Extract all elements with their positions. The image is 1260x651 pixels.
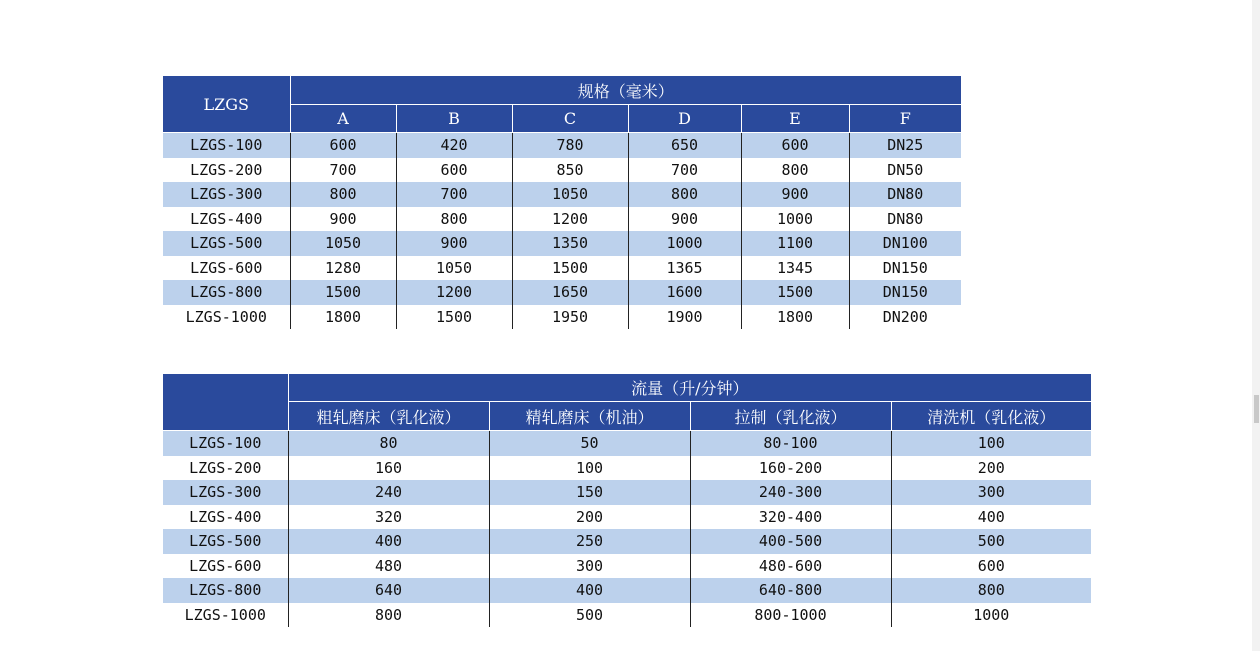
value-cell: 600 — [741, 133, 849, 158]
table-row — [163, 529, 1091, 554]
value-cell: 640 — [288, 578, 489, 603]
value-cell: 200 — [489, 505, 690, 530]
table-row — [163, 456, 1091, 481]
table-row — [163, 480, 1091, 505]
value-cell: 100 — [489, 456, 690, 481]
value-cell: 1050 — [396, 256, 512, 281]
table-row — [163, 158, 961, 183]
value-cell: 1200 — [512, 207, 628, 232]
value-cell: 1500 — [290, 280, 396, 305]
table-row — [163, 554, 1091, 579]
value-cell: 800 — [741, 158, 849, 183]
value-cell: 250 — [489, 529, 690, 554]
value-cell: 400 — [891, 505, 1091, 530]
model-cell: LZGS-400 — [190, 209, 263, 228]
value-cell: 160-200 — [690, 456, 891, 481]
value-cell: 1345 — [741, 256, 849, 281]
value-cell: 780 — [512, 133, 628, 158]
table-row — [163, 256, 961, 281]
value-cell: 1100 — [741, 231, 849, 256]
value-cell: 1500 — [741, 280, 849, 305]
value-cell: 800 — [288, 603, 489, 628]
column-header-washer: 清洗机（乳化液） — [891, 402, 1091, 431]
table-row — [163, 505, 1091, 530]
value-cell: 600 — [396, 158, 512, 183]
model-cell: LZGS-1000 — [184, 605, 266, 624]
value-cell: 500 — [489, 603, 690, 628]
table-row — [163, 305, 961, 330]
value-cell: DN200 — [849, 305, 961, 330]
column-header-fine-grinder: 精轧磨床（机油） — [489, 402, 690, 431]
value-cell: 900 — [628, 207, 741, 232]
value-cell: 300 — [891, 480, 1091, 505]
value-cell: 1280 — [290, 256, 396, 281]
value-cell: 150 — [489, 480, 690, 505]
value-cell: 500 — [891, 529, 1091, 554]
table-row — [163, 133, 961, 158]
value-cell: DN80 — [849, 182, 961, 207]
value-cell: 900 — [741, 182, 849, 207]
model-cell: LZGS-500 — [163, 231, 290, 256]
column-header-d: D — [628, 105, 741, 133]
column-header-e: E — [741, 105, 849, 133]
value-cell: 400 — [489, 578, 690, 603]
dimensions-group-header: 规格（毫米） — [290, 76, 961, 105]
model-cell: LZGS-800 — [163, 280, 290, 305]
value-cell: 240 — [288, 480, 489, 505]
column-header-f: F — [849, 105, 961, 133]
value-cell: 1650 — [512, 280, 628, 305]
value-cell: 80 — [288, 431, 489, 456]
table-row — [163, 280, 961, 305]
column-header-drawing: 拉制（乳化液） — [690, 402, 891, 431]
model-cell: LZGS-300 — [163, 182, 290, 207]
table-row — [163, 603, 1091, 628]
model-cell: LZGS-600 — [190, 258, 263, 277]
value-cell: 650 — [628, 133, 741, 158]
value-cell: 700 — [396, 182, 512, 207]
table-row — [163, 182, 961, 207]
value-cell: 1800 — [741, 305, 849, 330]
value-cell: 400 — [288, 529, 489, 554]
model-cell: LZGS-400 — [189, 507, 262, 526]
model-cell: LZGS-300 — [163, 480, 288, 505]
column-header-rough-grinder: 粗轧磨床（乳化液） — [288, 402, 489, 431]
value-cell: 850 — [512, 158, 628, 183]
flow-group-header: 流量（升/分钟） — [288, 374, 1091, 402]
value-cell: 1500 — [512, 256, 628, 281]
value-cell: 900 — [290, 207, 396, 232]
model-cell: LZGS-100 — [163, 133, 290, 158]
value-cell: 1900 — [628, 305, 741, 330]
model-cell: LZGS-100 — [163, 431, 288, 456]
value-cell: 320-400 — [690, 505, 891, 530]
value-cell: 1000 — [628, 231, 741, 256]
model-cell: LZGS-600 — [189, 556, 262, 575]
value-cell: 400-500 — [690, 529, 891, 554]
value-cell: 300 — [489, 554, 690, 579]
table-row — [163, 431, 1091, 456]
model-header — [163, 374, 288, 431]
value-cell: 1050 — [290, 231, 396, 256]
table-row — [163, 231, 961, 256]
model-cell: LZGS-200 — [189, 458, 262, 477]
value-cell: 800 — [891, 578, 1091, 603]
value-cell: 100 — [891, 431, 1091, 456]
value-cell: 1800 — [290, 305, 396, 330]
column-header-a: A — [290, 105, 396, 133]
value-cell: DN150 — [849, 280, 961, 305]
value-cell: 80-100 — [690, 431, 891, 456]
value-cell: 1950 — [512, 305, 628, 330]
value-cell: 800-1000 — [690, 603, 891, 628]
value-cell: 800 — [396, 207, 512, 232]
table-row — [163, 578, 1091, 603]
model-cell: LZGS-800 — [163, 578, 288, 603]
value-cell: 1365 — [628, 256, 741, 281]
model-cell: LZGS-200 — [190, 160, 263, 179]
value-cell: 480 — [288, 554, 489, 579]
value-cell: 900 — [396, 231, 512, 256]
column-header-b: B — [396, 105, 512, 133]
flow-rate-table — [163, 374, 1091, 627]
value-cell: 1600 — [628, 280, 741, 305]
value-cell: 200 — [891, 456, 1091, 481]
column-header-c: C — [512, 105, 628, 133]
value-cell: DN150 — [849, 256, 961, 281]
value-cell: 1350 — [512, 231, 628, 256]
value-cell: 50 — [489, 431, 690, 456]
value-cell: 1500 — [396, 305, 512, 330]
value-cell: 320 — [288, 505, 489, 530]
model-header: LZGS — [163, 76, 290, 133]
value-cell: 800 — [628, 182, 741, 207]
spec-dimensions-table — [163, 76, 961, 329]
value-cell: 160 — [288, 456, 489, 481]
value-cell: 1000 — [741, 207, 849, 232]
value-cell: 1000 — [891, 603, 1091, 628]
value-cell: 1200 — [396, 280, 512, 305]
model-cell: LZGS-1000 — [185, 307, 267, 326]
value-cell: 1050 — [512, 182, 628, 207]
value-cell: 800 — [290, 182, 396, 207]
value-cell: 600 — [290, 133, 396, 158]
value-cell: DN50 — [849, 158, 961, 183]
value-cell: DN80 — [849, 207, 961, 232]
scrollbar-track[interactable] — [1252, 0, 1260, 651]
value-cell: 600 — [891, 554, 1091, 579]
value-cell: 240-300 — [690, 480, 891, 505]
value-cell: DN25 — [849, 133, 961, 158]
scrollbar-thumb[interactable] — [1254, 395, 1259, 423]
value-cell: 480-600 — [690, 554, 891, 579]
value-cell: 700 — [290, 158, 396, 183]
model-cell: LZGS-500 — [163, 529, 288, 554]
value-cell: DN100 — [849, 231, 961, 256]
value-cell: 420 — [396, 133, 512, 158]
value-cell: 640-800 — [690, 578, 891, 603]
value-cell: 700 — [628, 158, 741, 183]
table-row — [163, 207, 961, 232]
